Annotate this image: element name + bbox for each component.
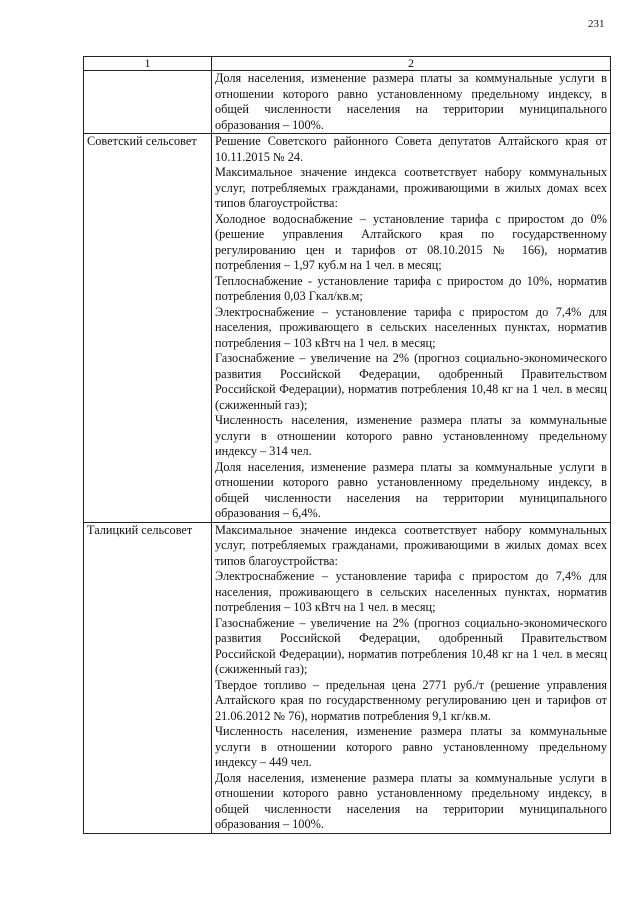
table-header-row xyxy=(84,57,611,71)
column-header-1: 1 xyxy=(84,57,212,71)
paragraph: Решение Советского районного Совета депутатов Алтайского края от 10.11.2015 № 24. xyxy=(215,134,607,164)
paragraph: Электроснабжение – установление тарифа с приростом до 7,4% для населения, проживающего в сельских населенных пунктах, норматив потребления – 103 кВтч на 1 чел. в месяц; xyxy=(215,304,607,350)
paragraph: Доля населения, изменение размера платы за коммунальные услуги в отношении которого равно установленному предельному индексу, в общей численности населения на территории муниципального образования – 100%. xyxy=(215,71,607,132)
paragraph: Максимальное значение индекса соответствует набору коммунальных услуг, потребляемых гражданами, проживающими в жилых домах всех типов благоустройства: xyxy=(215,522,607,568)
paragraph: Численность населения, изменение размера платы за коммунальные услуги в отношении которого равно установленному предельному индексу – 314 чел. xyxy=(215,413,607,458)
paragraph: Максимальное значение индекса соответствует набору коммунальных услуг, потребляемых гражданами, проживающими в жилых домах всех типов благоустройства: xyxy=(215,165,607,210)
table-row xyxy=(84,134,611,523)
table-row xyxy=(84,71,611,134)
paragraph: Теплоснабжение - установление тарифа с приростом до 10%, норматив потребления 0,03 Гкал/кв.м; xyxy=(215,273,607,303)
paragraph: Доля населения, изменение размера платы за коммунальные услуги в отношении которого равно установленному предельному индексу, в общей численности населения на территории муниципального образования – 6,4%. xyxy=(215,459,607,520)
municipality-cell xyxy=(84,522,212,833)
municipality-name: Советский сельсовет xyxy=(87,134,197,148)
table-row xyxy=(84,522,611,833)
description-cell xyxy=(212,71,611,134)
description-cell xyxy=(212,134,611,523)
paragraph: Газоснабжение – увеличение на 2% (прогноз социально-экономического развития Российской Федерации, одобренный Правительством Российской Федерации), норматив потребления 10,48 кг на 1 чел. в месяц (сжиженный газ); xyxy=(215,351,607,412)
page-number: 231 xyxy=(588,18,605,30)
municipality-cell xyxy=(84,134,212,523)
paragraph: Холодное водоснабжение – установление тарифа с приростом до 0% (решение управления Алтайского края по государственному регулированию цен и тарифов от 08.10.2015 № 166), норматив потребления – 1,97 куб.м на 1 чел. в месяц; xyxy=(215,211,607,272)
paragraph: Численность населения, изменение размера платы за коммунальные услуги в отношении которого равно установленному предельному индексу – 449 чел. xyxy=(215,724,607,769)
paragraph: Доля населения, изменение размера платы за коммунальные услуги в отношении которого равно установленному предельному индексу, в общей численности населения на территории муниципального образования – 100%. xyxy=(215,770,607,831)
paragraph: Электроснабжение – установление тарифа с приростом до 7,4% для населения, проживающего в сельских населенных пунктах, норматив потребления – 103 кВтч на 1 чел. в месяц; xyxy=(215,569,607,614)
municipality-cell xyxy=(84,71,212,134)
column-header-2: 2 xyxy=(212,57,611,71)
municipality-name: Талицкий сельсовет xyxy=(87,522,193,537)
paragraph: Твердое топливо – предельная цена 2771 руб./т (решение управления Алтайского края по государственному регулированию цен и тарифов от 21.06.2012 № 76), норматив потребления 9,1 кг/кв.м. xyxy=(215,677,607,723)
paragraph: Газоснабжение – увеличение на 2% (прогноз социально-экономического развития Российской Федерации, одобренный Правительством Российской Федерации), норматив потребления 10,48 кг на 1 чел. в месяц (сжиженный газ); xyxy=(215,615,607,676)
description-cell xyxy=(212,522,611,833)
document-table xyxy=(83,56,611,834)
